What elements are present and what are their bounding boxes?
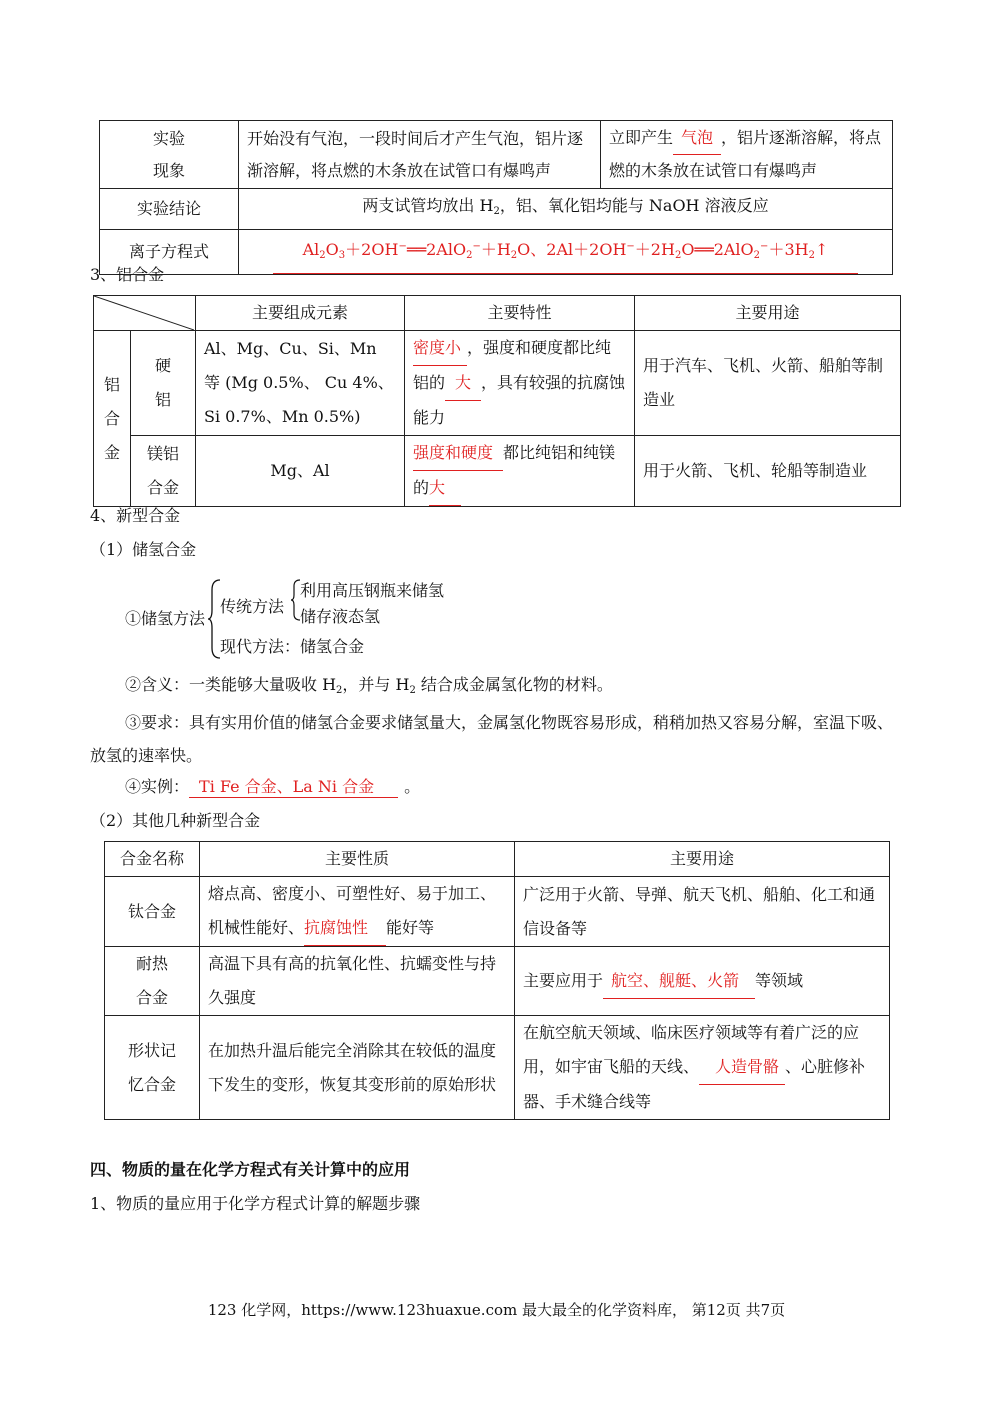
subsection-1-title: （1）储氢合金: [90, 540, 197, 559]
header-main-usage: 主要用途: [515, 842, 890, 877]
name-duralumin: 硬 铝: [131, 331, 196, 436]
heat-resistant-usage: 主要应用于 航空、舰艇、火箭 等领域: [515, 947, 890, 1016]
subsection-2-title: （2）其他几种新型合金: [90, 811, 261, 830]
label-ionic-equation: 离子方程式: [100, 230, 239, 275]
phenomenon-left: 开始没有气泡，一段时间后才产生气泡，铝片逐渐溶解，将点燃的木条放在试管口有爆鸣声: [239, 121, 601, 189]
modern-method: 现代方法：储氢合金: [220, 637, 365, 656]
section-4-title: 4、新型合金: [90, 506, 181, 525]
titanium-alloy-name: 钛合金: [105, 877, 200, 947]
shape-memory-alloy-name: 形状记 忆合金: [105, 1016, 200, 1120]
mg-al-composition: Mg、Al: [196, 436, 405, 507]
heat-resistant-property: 高温下具有高的抗氧化性、抗蠕变性与持久强度: [200, 947, 515, 1016]
conclusion-text: 两支试管均放出 $H_2$，铝、氧化铝均能与 NaOH 溶液反应: [239, 189, 893, 230]
header-main-property: 主要性质: [200, 842, 515, 877]
new-alloys-table: [104, 841, 890, 1120]
traditional-item-1: 利用高压钢瓶来储氢: [300, 581, 445, 600]
shape-memory-usage: 在航空航天领域、临床医疗领域等有着广泛的应用，如宇宙飞船的天线、 人造骨骼 、心脏修补器、手术缝合线等: [515, 1016, 890, 1120]
example-blank: Ti Fe 合金、La Ni 合金: [189, 774, 398, 798]
header-alloy-name: 合金名称: [105, 842, 200, 877]
section-four-subheading: 1、物质的量应用于化学方程式计算的解题步骤: [90, 1194, 421, 1213]
label-phenomenon: 实验 现象: [100, 121, 239, 189]
name-mg-al-alloy: 镁铝 合金: [131, 436, 196, 507]
section-four-heading: 四、物质的量在化学方程式有关计算中的应用: [90, 1160, 411, 1179]
traditional-item-2: 储存液态氢: [300, 607, 381, 626]
storage-method-label: ①储氢方法: [125, 609, 206, 628]
traditional-method: 传统方法: [220, 597, 285, 616]
group-aluminum-alloy: 铝 合 金: [94, 331, 131, 507]
requirement-text: ③要求：具有实用价值的储氢合金要求储氢量大，金属氢化物既容易形成，稍稍加热又容易分解，室温下吸、放氢的速率快。: [90, 713, 894, 765]
duralumin-usage: 用于汽车、飞机、火箭、船舶等制造业: [635, 331, 901, 436]
ionic-equation: $Al_2O_3+2OH^-══2AlO_2^-+H_2O$、$2Al+2OH^-+2H_2O══2AlO_2^-+3H_2↑$: [239, 230, 893, 275]
experiment-table: [99, 120, 893, 275]
duralumin-property: 密度小 ，强度和硬度都比纯铝的 大 ，具有较强的抗腐蚀能力: [405, 331, 635, 436]
mg-al-usage: 用于火箭、飞机、轮船等制造业: [635, 436, 901, 507]
heat-resistant-alloy-name: 耐热 合金: [105, 947, 200, 1016]
section-3-title: 3、铝合金: [90, 265, 165, 284]
blank-answer: 气泡: [673, 122, 721, 155]
phenomenon-right: 立即产生 气泡 ，铝片逐渐溶解，将点燃的木条放在试管口有爆鸣声: [601, 121, 893, 189]
header-diagonal: [94, 296, 196, 331]
mg-al-property: 强度和硬度 都比纯铝和纯镁的大: [405, 436, 635, 507]
titanium-alloy-usage: 广泛用于火箭、导弹、航天飞机、船舶、化工和通信设备等: [515, 877, 890, 947]
header-property: 主要特性: [405, 296, 635, 331]
example-line: ④实例： Ti Fe 合金、La Ni 合金 。: [125, 774, 420, 798]
header-usage: 主要用途: [635, 296, 901, 331]
shape-memory-property: 在加热升温后能完全消除其在较低的温度下发生的变形，恢复其变形前的原始形状: [200, 1016, 515, 1120]
meaning-text: ②含义：一类能够大量吸收 $H_2$，并与 $H_2$ 结合成金属氢化物的材料。: [125, 675, 613, 696]
page-footer: 123 化学网，https://www.123huaxue.com 最大最全的化学资料库， 第12页 共7页: [207, 1301, 786, 1319]
aluminum-alloy-table: [93, 295, 901, 507]
header-composition: 主要组成元素: [196, 296, 405, 331]
duralumin-composition: Al、Mg、Cu、Si、Mn 等 (Mg 0.5%、 Cu 4%、 Si 0.7%、Mn 0.5%): [196, 331, 405, 436]
titanium-alloy-property: 熔点高、密度小、可塑性好、易于加工、机械性能好、抗腐蚀性 能好等: [200, 877, 515, 947]
label-conclusion: 实验结论: [100, 189, 239, 230]
